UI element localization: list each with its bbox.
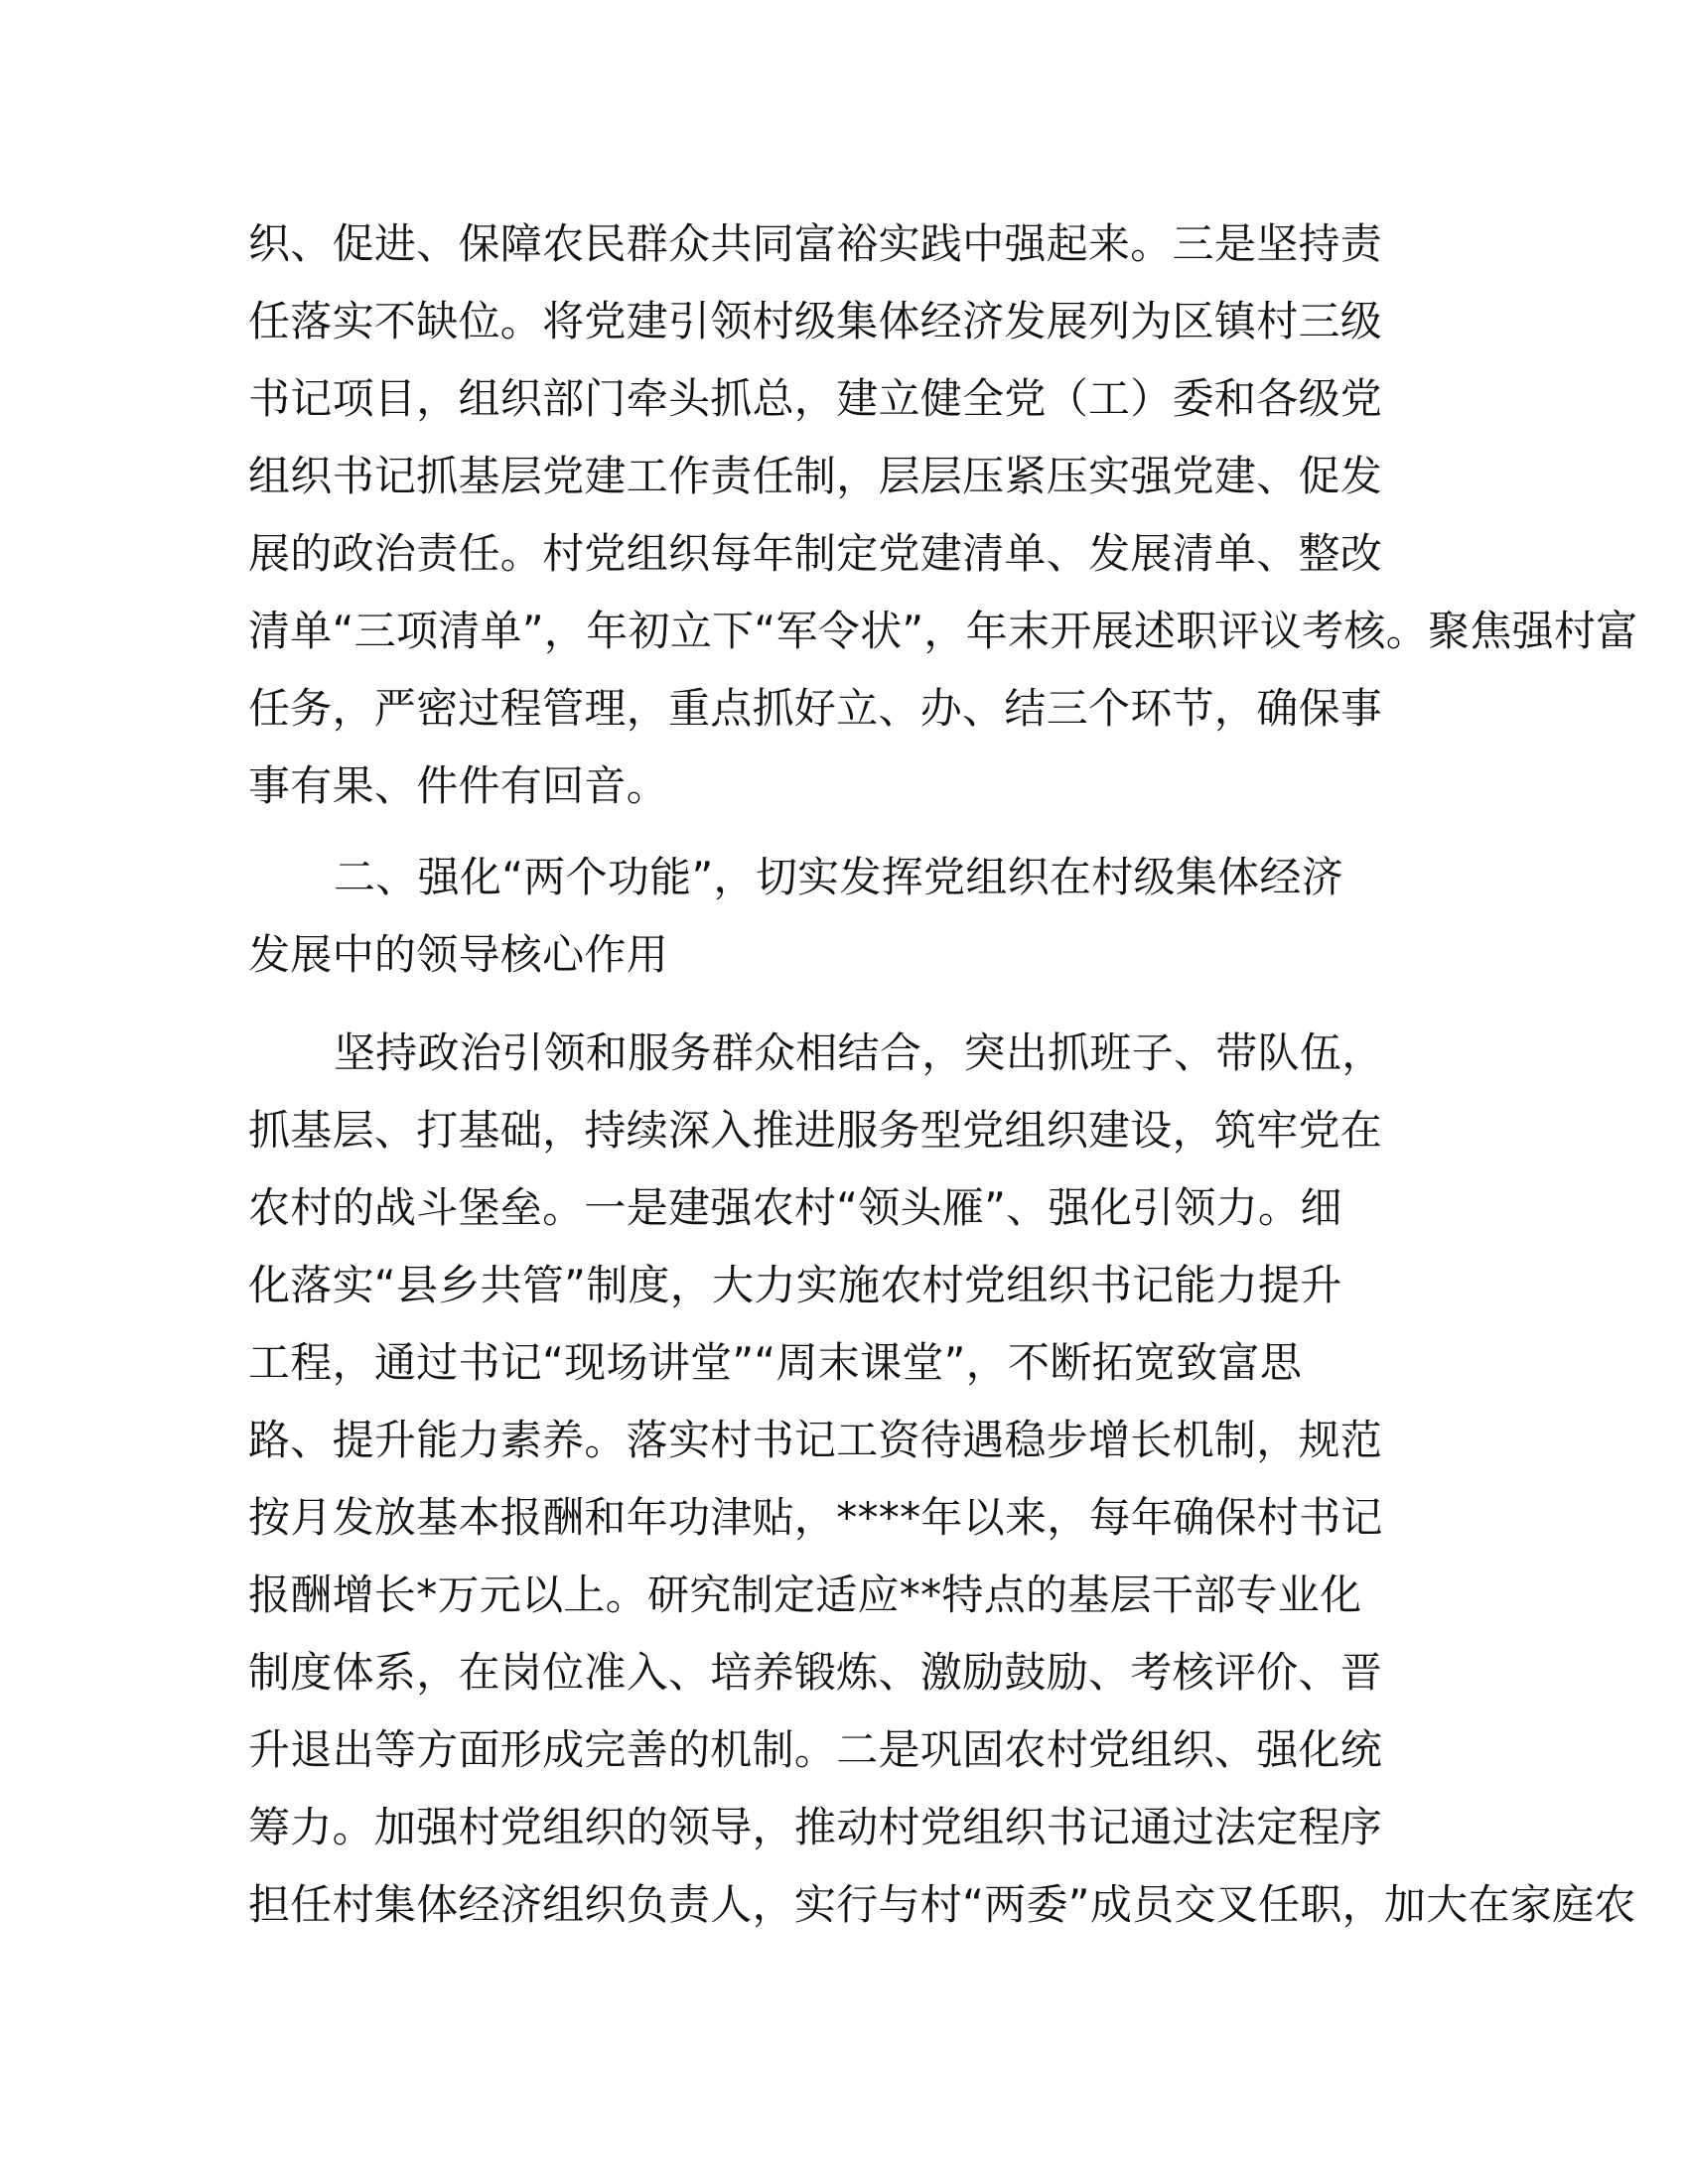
text-line: 报酬增长*万元以上。研究制定适应**特点的基层干部专业化 bbox=[248, 1570, 1362, 1619]
paragraph-continuation bbox=[248, 205, 1688, 825]
text-line: 按月发放基本报酬和年功津贴，****年以来，每年确保村书记 bbox=[248, 1493, 1383, 1542]
text-line: 制度体系，在岗位准入、培养锻炼、激励鼓励、考核评价、晋 bbox=[248, 1648, 1383, 1697]
text-line: 升退出等方面形成完善的机制。二是巩固农村党组织、强化统 bbox=[248, 1725, 1383, 1774]
section-heading bbox=[248, 839, 1688, 994]
text-line: 事有果、件件有回音。 bbox=[248, 761, 669, 810]
heading-line: 发展中的领导核心作用 bbox=[248, 930, 669, 979]
text-line: 担任村集体经济组织负责人，实行与村“两委”成员交叉任职，加大在家庭农 bbox=[248, 1880, 1636, 1929]
text-line: 展的政治责任。村党组织每年制定党建清单、发展清单、整改 bbox=[248, 529, 1383, 578]
text-line: 任务，严密过程管理，重点抓好立、办、结三个环节，确保事 bbox=[248, 684, 1383, 733]
heading-line: 二、强化“两个功能”，切实发挥党组织在村级集体经济 bbox=[334, 853, 1344, 901]
text-line: 筹力。加强村党组织的领导，推动村党组织书记通过法定程序 bbox=[248, 1803, 1383, 1851]
text-line: 清单“三项清单”，年初立下“军令状”，年末开展述职评议考核。聚焦强村富 bbox=[248, 607, 1638, 655]
text-line: 书记项目，组织部门牵头抓总，建立健全党（工）委和各级党 bbox=[248, 374, 1383, 423]
text-line: 农村的战斗堡垒。一是建强农村“领头雁”、强化引领力。细 bbox=[248, 1183, 1342, 1232]
text-line: 组织书记抓基层党建工作责任制，层层压紧压实强党建、促发 bbox=[248, 452, 1383, 500]
text-line: 化落实“县乡共管”制度，大力实施农村党组织书记能力提升 bbox=[248, 1261, 1342, 1309]
text-line: 织、促进、保障农民群众共同富裕实践中强起来。三是坚持责 bbox=[248, 219, 1383, 268]
text-line: 路、提升能力素养。落实村书记工资待遇稳步增长机制，规范 bbox=[248, 1416, 1383, 1464]
text-line: 任落实不缺位。将党建引领村级集体经济发展列为区镇村三级 bbox=[248, 297, 1383, 345]
text-line: 坚持政治引领和服务群众相结合，突出抓班子、带队伍， bbox=[334, 1028, 1384, 1077]
paragraph-body bbox=[248, 1015, 1688, 1944]
text-line: 工程，通过书记“现场讲堂”“周末课堂”，不断拓宽致富思 bbox=[248, 1338, 1303, 1387]
text-line: 抓基层、打基础，持续深入推进服务型党组织建设，筑牢党在 bbox=[248, 1106, 1383, 1155]
